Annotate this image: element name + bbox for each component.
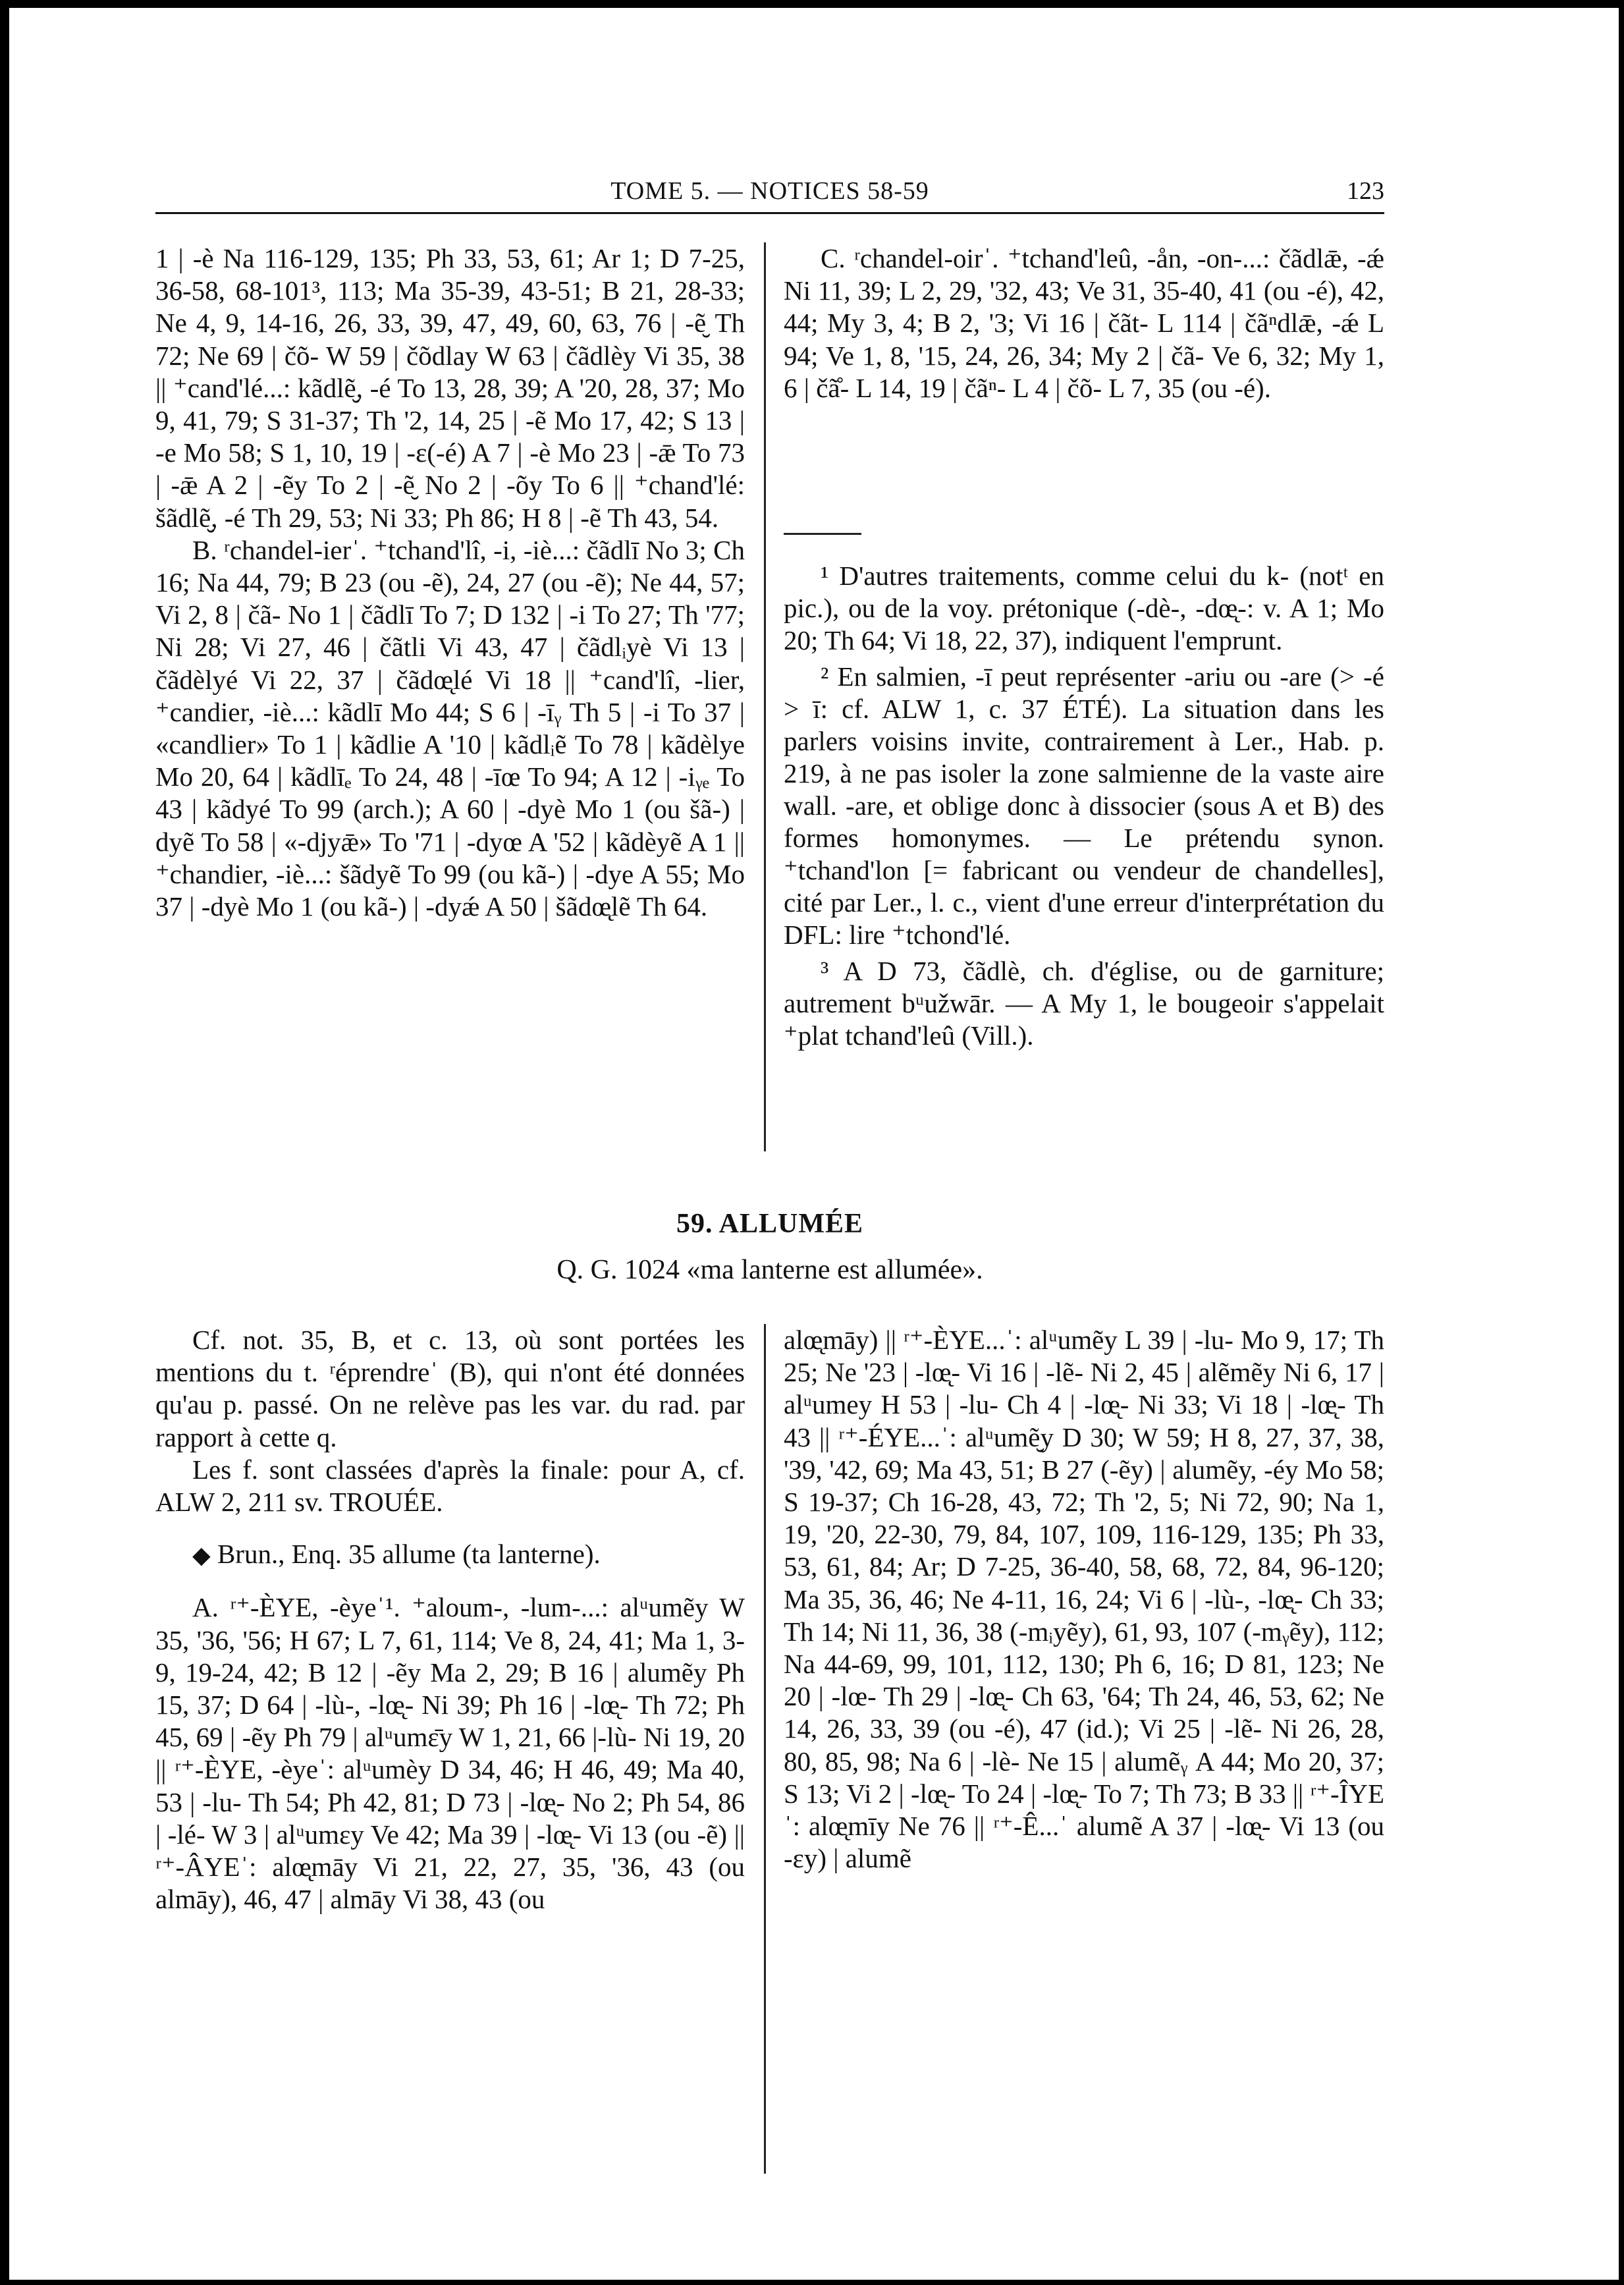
- footnote-rule: [784, 533, 861, 535]
- entry-59-a: A. ʳ⁺-ÈYE, -èyeˈ¹. ⁺aloum-, -lum-...: alᵘumẽy W 35, '36, '56; H 67; L 7, 61, 114; Ve 8, 24, 41; Ma 1, 3-9, 19-24, 42; B 12 | -ẽy Ma 2, 29; B 16 | alumẽy Ph 15, 37; D 64 | -lù-, -lœ̨- Ni 39; Ph 16 | -lœ̨- Th 72; Ph 45, 69 | -ẽy Ph 79 | alᵘumɛ̄y W 1, 21, 66 |-lù- Ni 19, 20 || ʳ⁺-ÈYE, -èyeˈ: alᵘumèy D 34, 46; H 46, 49; Ma 40, 53 | -lu- Th 54; Ph 42, 81; D 73 | -lœ̨- No 2; Ph 54, 86 | -lé- W 3 | alᵘumɛy Ve 42; Ma 39 | -lœ̨- Vi 13 (ou -ẽ) || ʳ⁺-ÂYEˈ: alœ̨māy Vi 21, 22, 27, 35, '36, 43 (ou almāy), 46, 47 | almāy Vi 38, 43 (ou: [155, 1592, 745, 1915]
- bottom-right-column: [784, 1324, 1384, 1875]
- brun-reference-text: Brun., Enq. 35 allume (ta lanterne).: [217, 1539, 601, 1570]
- running-header: [155, 173, 1384, 214]
- page-number: 123: [1347, 177, 1384, 205]
- entry-58-a-continued: 1 | -è Na 116-129, 135; Ph 33, 53, 61; Ar 1; D 7-25, 36-58, 68-101³, 113; Ma 35-39, 43-51; B 21, 28-33; Ne 4, 9, 14-16, 26, 33, 39, 47, 49, 60, 63, 76 | -ẽ̮ Th 72; Ne 69 | čõ- W 59 | čõdlay W 63 | čãdlèy Vi 35, 38 || ⁺cand'lé...: kãdlẽ̮, -é To 13, 28, 39; A '20, 28, 37; Mo 9, 41, 79; S 31-37; Th '2, 14, 25 | -ẽ Mo 17, 42; S 13 | -e Mo 58; S 1, 10, 19 | -ɛ(-é) A 7 | -è Mo 23 | -ǣ To 73 | -ǣ A 2 | -ẽy To 2 | -ẽ̮ No 2 | -õy To 6 || ⁺chand'lé: šãdlẽ̮, -é Th 29, 53; Ni 33; Ph 86; H 8 | -ẽ Th 43, 54.: [155, 243, 745, 533]
- brun-reference: [155, 1538, 745, 1572]
- column-divider-bottom: [764, 1324, 766, 2174]
- top-left-column: [155, 242, 745, 923]
- column-divider-top: [764, 242, 766, 1151]
- bottom-left-column: [155, 1324, 745, 1915]
- scan-border-right: [1619, 0, 1624, 2285]
- top-right-column: [784, 242, 1384, 404]
- footnote-1: ¹ D'autres traitements, comme celui du k- (notᵗ en pic.), ou de la voy. prétonique (-dè-, -dœ̨-: v. A 1; Mo 20; Th 64; Vi 18, 22, 37), indiquent l'emprunt.: [784, 561, 1384, 655]
- section-subtitle: Q. G. 1024 «ma lanterne est allumée».: [556, 1255, 983, 1285]
- footnote-3: ³ A D 73, čãdlè, ch. d'église, ou de garniture; autrement bᵘužwār. — A My 1, le bougeoir s'appelait ⁺plat tchand'leû (Vill.).: [784, 956, 1384, 1051]
- footnote-2: ² En salmien, -ī peut représenter -ariu ou -are (> -é > ī: cf. ALW 1, c. 37 ÉTÉ). La situation dans les parlers voisins invite, contrairement à Ler., Hab. p. 219, à ne pas isoler la zone salmienne de la vaste aire wall. -are, et oblige donc à dissocier (sous A et B) des formes homonymes. — Le prétendu synon. ⁺tchand'lon [= fabricant ou vendeur de chandelles], cité par Ler., l. c., vient d'une erreur d'interprétation du DFL: lire ⁺tchond'lé.: [784, 661, 1384, 950]
- entry-58-c: C. ʳchandel-oirˈ. ⁺tchand'leû, -ån, -on-...: čãdlǣ, -ǽ Ni 11, 39; L 2, 29, '32, 43; Ve 31, 35-40, 41 (ou -é), 42, 44; My 3, 4; B 2, '3; Vi 16 | čãt- L 114 | čãⁿdlǣ, -ǽ L 94; Ve 1, 8, '15, 24, 26, 34; My 2 | čã- Ve 6, 32; My 1, 6 | čã̊- L 14, 19 | čãⁿ- L 4 | čõ- L 7, 35 (ou -é).: [784, 243, 1384, 403]
- scan-border-left: [0, 0, 9, 2285]
- footnotes: [784, 560, 1384, 1056]
- scan-border-bottom: [0, 2280, 1624, 2285]
- intro-paragraph: Cf. not. 35, B, et c. 13, où sont portées les mentions du t. ʳéprendreˈ (B), qui n'ont été données qu'au p. passé. On ne relève pas les var. du rad. par rapport à cette q.: [155, 1325, 745, 1452]
- running-title: TOME 5. — NOTICES 58-59: [610, 177, 929, 205]
- entry-58-b: B. ʳchandel-ierˈ. ⁺tchand'lî, -i, -iè...: čãdlī No 3; Ch 16; Na 44, 79; B 23 (ou -ẽ), 24, 27 (ou -ẽ); Ne 44, 57; Vi 2, 8 | čã- No 1 | čãdlī To 7; D 132 | -i To 27; Th '77; Ni 28; Vi 27, 46 | čãtli Vi 43, 47 | čãdlᵢyè Vi 13 | čãdèlyé Vi 22, 37 | čãdœ̨lé Vi 18 || ⁺cand'lî, -lier, ⁺candier, -iè...: kãdlī Mo 44; S 6 | -īᵧ Th 5 | -i To 37 | «candlier» To 1 | kãdlie A '10 | kãdlᵢẽ To 78 | kãdèlye Mo 20, 64 | kãdlīₑ To 24, 48 | -īœ To 94; A 12 | -iᵧₑ To 43 | kãdyé To 99 (arch.); A 60 | -dyè Mo 1 (ou šã-) | dyẽ To 58 | «-djyǣ» To '71 | -dyœ A '52 | kãdèyẽ A 1 || ⁺chandier, -iè...: šãdyẽ To 99 (ou kã-) | -dye A 55; Mo 37 | -dyè Mo 1 (ou kã-) | -dyǽ A 50 | šãdœ̨lẽ Th 64.: [155, 534, 745, 922]
- classification-note: Les f. sont classées d'après la finale: pour A, cf. ALW 2, 211 sv. TROUÉE.: [155, 1454, 745, 1518]
- diamond-icon: ◆: [192, 1542, 211, 1569]
- scan-border-top: [0, 0, 1624, 8]
- section-title: 59. ALLUMÉE: [676, 1209, 864, 1239]
- entry-59-a-continued: alœ̨māy) || ʳ⁺-ÈYE...ˈ: alᵘumẽy L 39 | -lu- Mo 9, 17; Th 25; Ne '23 | -lœ̨- Vi 16 | -lẽ- Ni 2, 45 | alẽmẽy Ni 6, 17 | alᵘumey H 53 | -lu- Ch 4 | -lœ̨- Ni 33; Vi 18 | -lœ̨- Th 43 || ʳ⁺-ÉYE...ˈ: alᵘumẽ̮y D 30; W 59; H 8, 27, 37, 38, '39, '42, 69; Ma 43, 51; B 27 (-ẽy) | alumẽy, -éy Mo 58; S 19-37; Ch 16-28, 43, 72; Th '2, 5; Ni 72, 90; Na 1, 19, '20, 22-30, 79, 84, 107, 109, 116-129, 135; Ph 33, 53, 61, 84; Ar; D 7-25, 36-40, 58, 68, 72, 84, 96-120; Ma 35, 36, 46; Ne 4-11, 16, 24; Vi 6 | -lù-, -lœ̨- Ch 33; Th 14; Ni 11, 36, 38 (-mᵢyẽy), 61, 93, 107 (-mᵧẽy), 112; Na 44-69, 99, 101, 112, 130; Ph 6, 16; D 81, 123; Ne 20 | -lœ- Th 29 | -lœ̨- Ch 63, '64; Th 24, 46, 53, 62; Ne 14, 26, 33, 39 (ou -é), 47 (id.); Vi 25 | -lẽ- Ni 26, 28, 80, 85, 98; Na 6 | -lè- Ne 15 | alumẽᵧ A 44; Mo 20, 37; S 13; Vi 2 | -lœ̨- To 24 | -lœ̨- To 7; Th 73; B 33 || ʳ⁺-ÎYEˈ: alœ̨mīy Ne 76 || ʳ⁺-Ê...ˈ alumẽ A 37 | -lœ̨- Vi 13 (ou -ɛy) | alumẽ: [784, 1325, 1385, 1874]
